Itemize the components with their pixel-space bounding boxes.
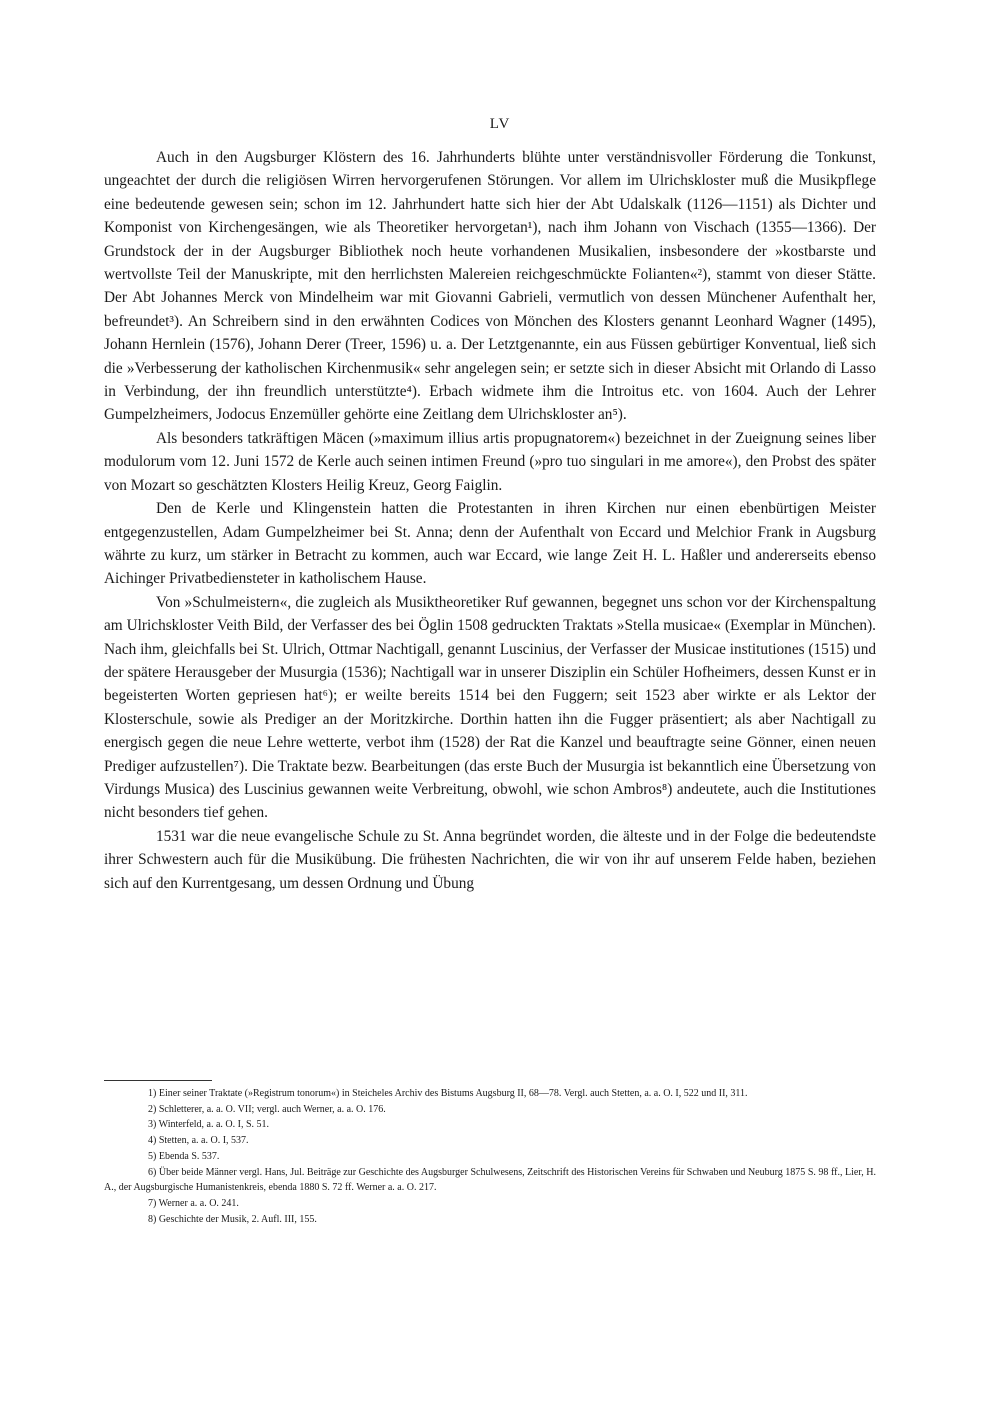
footnote-6: 6) Über beide Männer vergl. Hans, Jul. Beiträge zur Geschichte des Augsburger Schulwesens, Zeitschrift des Historischen Vereins für Schwaben und Neuburg 1875 S. 98 ff., Lier, H. A., der Augsburgische Humanistenkreis, ebenda 1880 S. 72 ff. Werner a. a. O. 217. xyxy=(104,1166,876,1194)
footnote-5: 5) Ebenda S. 537. xyxy=(148,1150,220,1162)
footnote-separator xyxy=(104,1080,212,1081)
paragraph-schoolmasters: Von »Schulmeistern«, die zugleich als Musiktheoretiker Ruf gewannen, begegnet uns schon vor der Kirchenspaltung am Ulrichskloster Veith Bild, der Verfasser des bei Öglin 1508 gedruckten Traktats »Stella musicae« (Exemplar in München). Nach ihm, gleichfalls bei St. Ulrich, Ottmar Nachtigall, genannt Luscinius, der Verfasser der Musicae institutiones (1515) und der spätere Herausgeber der Musurgia (1536); Nachtigall war in unserer Disziplin ein Schüler Hofheimers, dessen Kunst er in begeisterten Worten gepriesen hat⁶); er weilte bereits 1514 bei den Fuggern; seit 1523 aber wirkte er als Lektor der Klosterschule, sowie als Prediger an der Moritzkirche. Dorthin hatten ihn die Fugger präsentiert; als aber Nachtigall zu energisch gegen die neue Lehre wetterte, verbot ihm (1528) der Rat die Kanzel und beauftragte seine Gönner, einen neuen Prediger aufzustellen⁷). Die Traktate bezw. Bearbeitungen (das erste Buch der Musurgia ist bekanntlich eine Übersetzung von Virdungs Musica) des Luscinius gewannen weite Verbreitung, obwohl, wie schon Ambros⁸) andeutete, auch die Institutiones nicht besonders tief gehen. xyxy=(104,593,876,822)
paragraph-protestant-masters: Den de Kerle und Klingenstein hatten die Protestanten in ihren Kirchen nur einen ebenbürtigen Meister entgegenzustellen, Adam Gumpelzheimer bei St. Anna; denn der Aufenthalt von Eccard und Melchior Frank in Augsburg währte zu kurz, um stärker in Betracht zu kommen, auch war Eccard, wie lange Zeit H. L. Haßler und andererseits ebenso Aichinger Privatbediensteter in katholischem Hause. xyxy=(104,500,876,588)
footnote-3: 3) Winterfeld, a. a. O. I, S. 51. xyxy=(148,1119,270,1131)
main-text xyxy=(104,146,876,895)
page-number: LV xyxy=(489,116,511,132)
paragraph-st-anna-school: 1531 war die neue evangelische Schule zu St. Anna begründet worden, die älteste und in der Folge die bedeutendste ihrer Schwestern auch für die Musikübung. Die frühesten Nachrichten, die wir von ihr auf unserem Felde haben, beziehen sich auf den Kurrentgesang, um dessen Ordnung und Übung xyxy=(104,827,876,892)
footnote-1: 1) Einer seiner Traktate (»Registrum tonorum«) in Steicheles Archiv des Bistums Augsburg II, 68—78. Vergl. auch Stetten, a. a. O. I, 522 und II, 311. xyxy=(148,1088,748,1099)
footnote-8: 8) Geschichte der Musik, 2. Aufl. III, 155. xyxy=(148,1213,317,1225)
footnote-4: 4) Stetten, a. a. O. I, 537. xyxy=(148,1135,249,1147)
footnotes xyxy=(104,1086,876,1227)
footnote-2: 2) Schletterer, a. a. O. VII; vergl. auch Werner, a. a. O. 176. xyxy=(148,1103,386,1115)
paragraph-patron-faiglin: Als besonders tatkräftigen Mäcen (»maximum illius artis propugnatorem«) bezeichnet in der Zueignung seines liber modulorum vom 12. Juni 1572 de Kerle auch seinen intimen Freund (»pro tuo singulari in me amore«), den Probst des später von Mozart so geschätzten Klosters Heilig Kreuz, Georg Faiglin. xyxy=(104,429,876,494)
footnote-7: 7) Werner a. a. O. 241. xyxy=(148,1197,239,1209)
paragraph-augsburg-monasteries: Auch in den Augsburger Klöstern des 16. Jahrhunderts blühte unter verständnisvoller Förderung die Tonkunst, ungeachtet der durch die religiösen Wirren hervorgerufenen Störungen. Vor allem im Ulrichskloster muß die Musikpflege eine bedeutende gewesen sein; schon im 12. Jahrhundert hatte sich hier der Abt Udalskalk (1126—1151) als Dichter und Komponist von Kirchengesängen, wie als Theoretiker hervorgetan¹), nach ihm Johann von Vischach (1355—1366). Der Grundstock der in der Augsburger Bibliothek noch heute vorhandenen Musikalien, insbesondere der »kostbarste und wertvollste Teil der Manuskripte, mit den herrlichsten Malereien reichgeschmückte Folianten«²), stammt von dieser Stätte. Der Abt Johannes Merck von Mindelheim war mit Giovanni Gabrieli, vermutlich von dessen Münchener Aufenthalt her, befreundet³). An Schreibern sind in den erwähnten Codices von Mönchen des Klosters genannt Leonhard Wagner (1495), Johann Hernlein (1576), Johann Derer (Treer, 1596) u. a. Der Letztgenannte, ein aus Füssen gebürtiger Konventual, ließ sich die »Verbesserung der katholischen Kirchenmusik« sehr angelegen sein; er setzte sich in dieser Absicht mit Orlando di Lasso in Verbindung, der ihn freundlich unterstützte⁴). Erbach widmete ihm die Introitus etc. von 1604. Auch der Lehrer Gumpelzheimers, Jodocus Enzemüller gehörte eine Zeitlang dem Ulrichskloster an⁵). xyxy=(104,149,876,424)
